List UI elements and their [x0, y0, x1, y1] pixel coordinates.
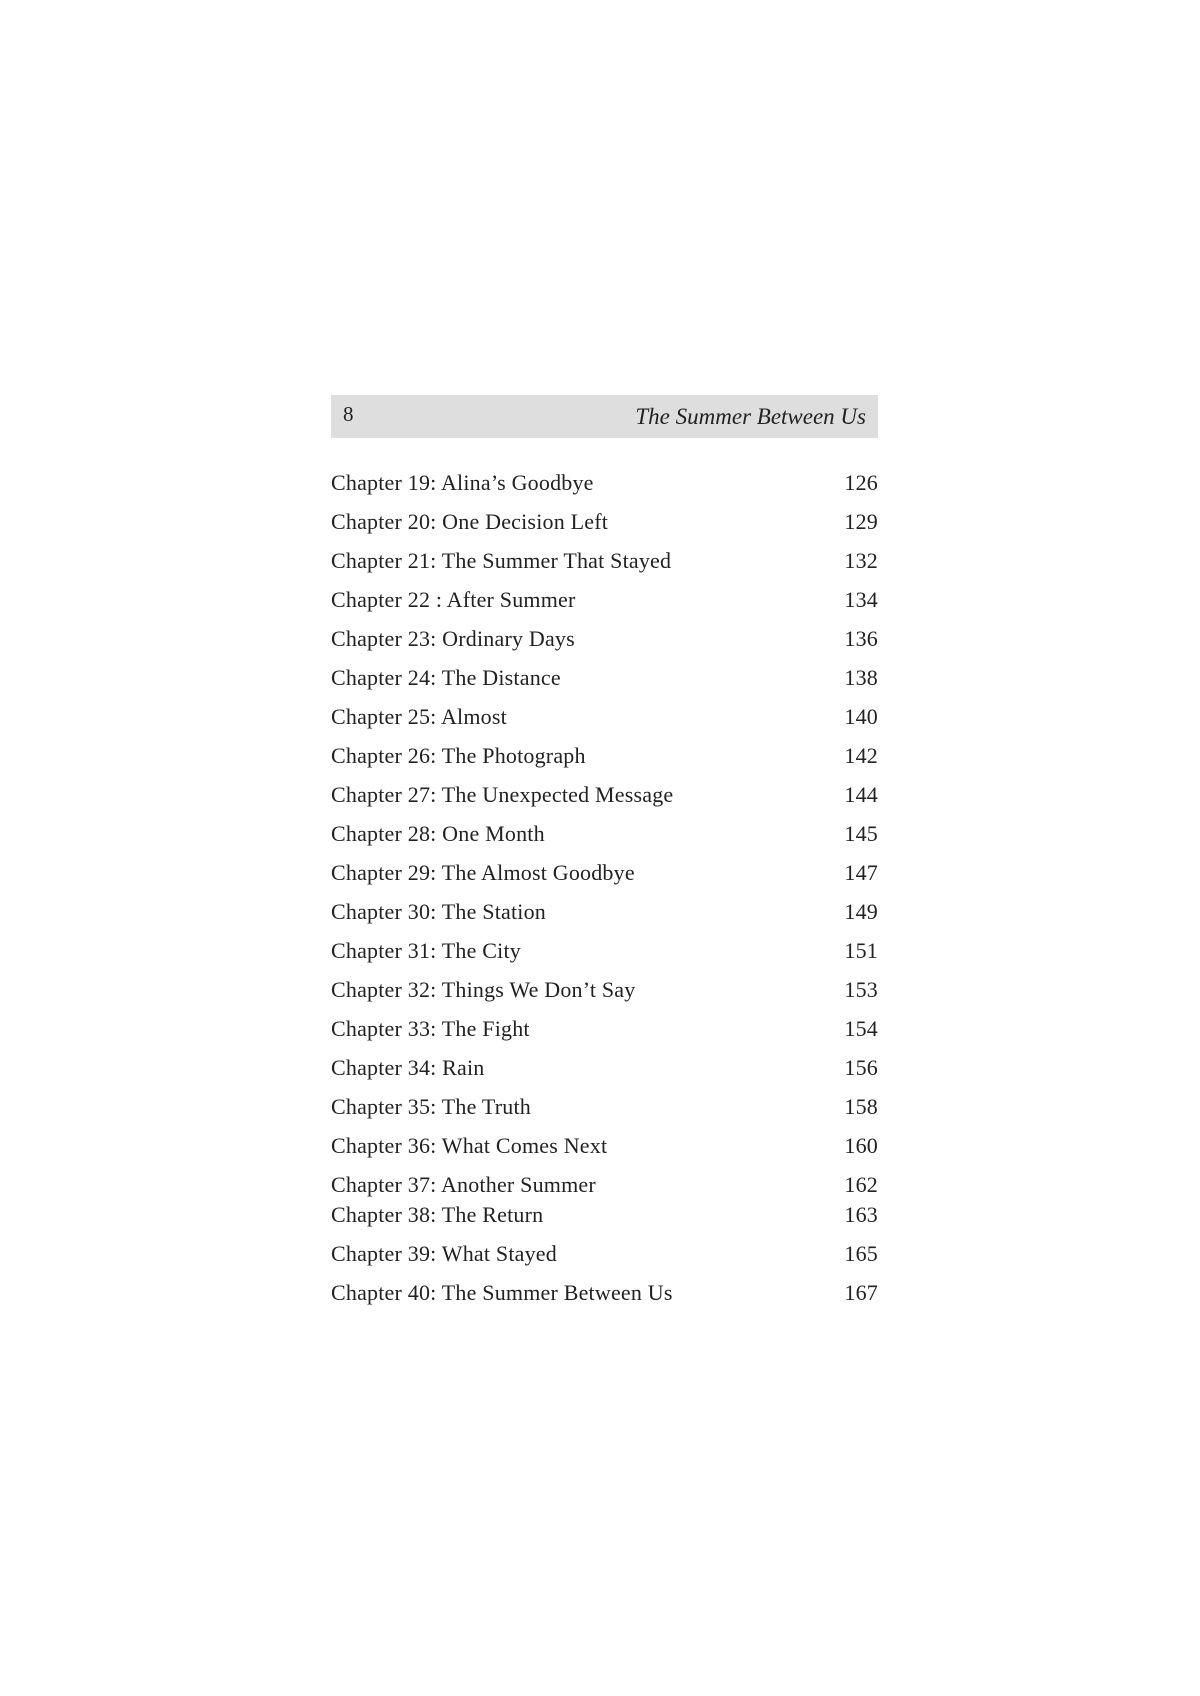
toc-entry: [331, 548, 878, 574]
toc-page-number: 160: [844, 1133, 878, 1158]
page-number: 8: [343, 402, 354, 426]
toc-page-number: 134: [844, 587, 878, 612]
toc-chapter-title: Chapter 35: The Truth: [331, 1094, 531, 1119]
toc-entry: [331, 1280, 878, 1306]
toc-chapter-title: Chapter 29: The Almost Goodbye: [331, 860, 635, 885]
book-title: The Summer Between Us: [635, 403, 866, 429]
toc-chapter-title: Chapter 20: One Decision Left: [331, 509, 609, 534]
toc-page-number: 163: [844, 1202, 878, 1227]
toc-entry: [331, 704, 878, 730]
toc-page-number: 151: [844, 938, 878, 963]
toc-entry: [331, 743, 878, 769]
toc-page-number: 136: [844, 626, 878, 651]
toc-chapter-title: Chapter 38: The Return: [331, 1202, 544, 1227]
toc-chapter-title: Chapter 36: What Comes Next: [331, 1133, 608, 1158]
toc-chapter-title: Chapter 26: The Photograph: [331, 743, 586, 768]
toc-page-number: 149: [844, 899, 878, 924]
toc-entry: [331, 1172, 878, 1198]
toc-entry: [331, 782, 878, 808]
toc-page-number: 147: [844, 860, 878, 885]
toc-page-number: 145: [844, 821, 878, 846]
toc-chapter-title: Chapter 22 : After Summer: [331, 587, 576, 612]
toc-page-number: 162: [844, 1172, 878, 1197]
toc-chapter-title: Chapter 30: The Station: [331, 899, 546, 924]
toc-page-number: 140: [844, 704, 878, 729]
toc-page-number: 126: [844, 470, 878, 495]
toc-entry: [331, 1241, 878, 1267]
toc-page-number: 142: [844, 743, 878, 768]
toc-page-number: 165: [844, 1241, 878, 1266]
toc-chapter-title: Chapter 34: Rain: [331, 1055, 485, 1080]
toc-page-number: 156: [844, 1055, 878, 1080]
toc-page-number: 158: [844, 1094, 878, 1119]
toc-page-number: 138: [844, 665, 878, 690]
toc-chapter-title: Chapter 28: One Month: [331, 821, 545, 846]
toc-chapter-title: Chapter 31: The City: [331, 938, 521, 963]
toc-chapter-title: Chapter 19: Alina’s Goodbye: [331, 470, 594, 495]
toc-entry: [331, 938, 878, 964]
toc-page-number: 132: [844, 548, 878, 573]
book-page: [331, 395, 878, 1305]
toc-chapter-title: Chapter 40: The Summer Between Us: [331, 1280, 673, 1305]
running-header: [331, 395, 878, 438]
toc-entry: [331, 587, 878, 613]
toc-chapter-title: Chapter 39: What Stayed: [331, 1241, 557, 1266]
toc-entry: [331, 1055, 878, 1081]
toc-entry: [331, 899, 878, 925]
toc-entry: [331, 665, 878, 691]
toc-chapter-title: Chapter 37: Another Summer: [331, 1172, 596, 1197]
toc-page-number: 153: [844, 977, 878, 1002]
toc-entry: [331, 821, 878, 847]
toc-entry: [331, 860, 878, 886]
toc-entry: [331, 977, 878, 1003]
toc-page-number: 129: [844, 509, 878, 534]
toc-chapter-title: Chapter 24: The Distance: [331, 665, 561, 690]
toc-page-number: 154: [844, 1016, 878, 1041]
toc-chapter-title: Chapter 27: The Unexpected Message: [331, 782, 674, 807]
toc-entry: [331, 1094, 878, 1120]
toc-entry: [331, 1016, 878, 1042]
toc-entry: [331, 470, 878, 496]
toc-entry: [331, 1133, 878, 1159]
toc-entry: [331, 509, 878, 535]
toc-chapter-title: Chapter 21: The Summer That Stayed: [331, 548, 672, 573]
toc-entry: [331, 626, 878, 652]
toc-chapter-title: Chapter 23: Ordinary Days: [331, 626, 575, 651]
toc-chapter-title: Chapter 33: The Fight: [331, 1016, 530, 1041]
toc-page-number: 144: [844, 782, 878, 807]
toc-chapter-title: Chapter 32: Things We Don’t Say: [331, 977, 636, 1002]
toc-entry: [331, 1202, 878, 1228]
toc-page-number: 167: [844, 1280, 878, 1305]
toc-chapter-title: Chapter 25: Almost: [331, 704, 507, 729]
